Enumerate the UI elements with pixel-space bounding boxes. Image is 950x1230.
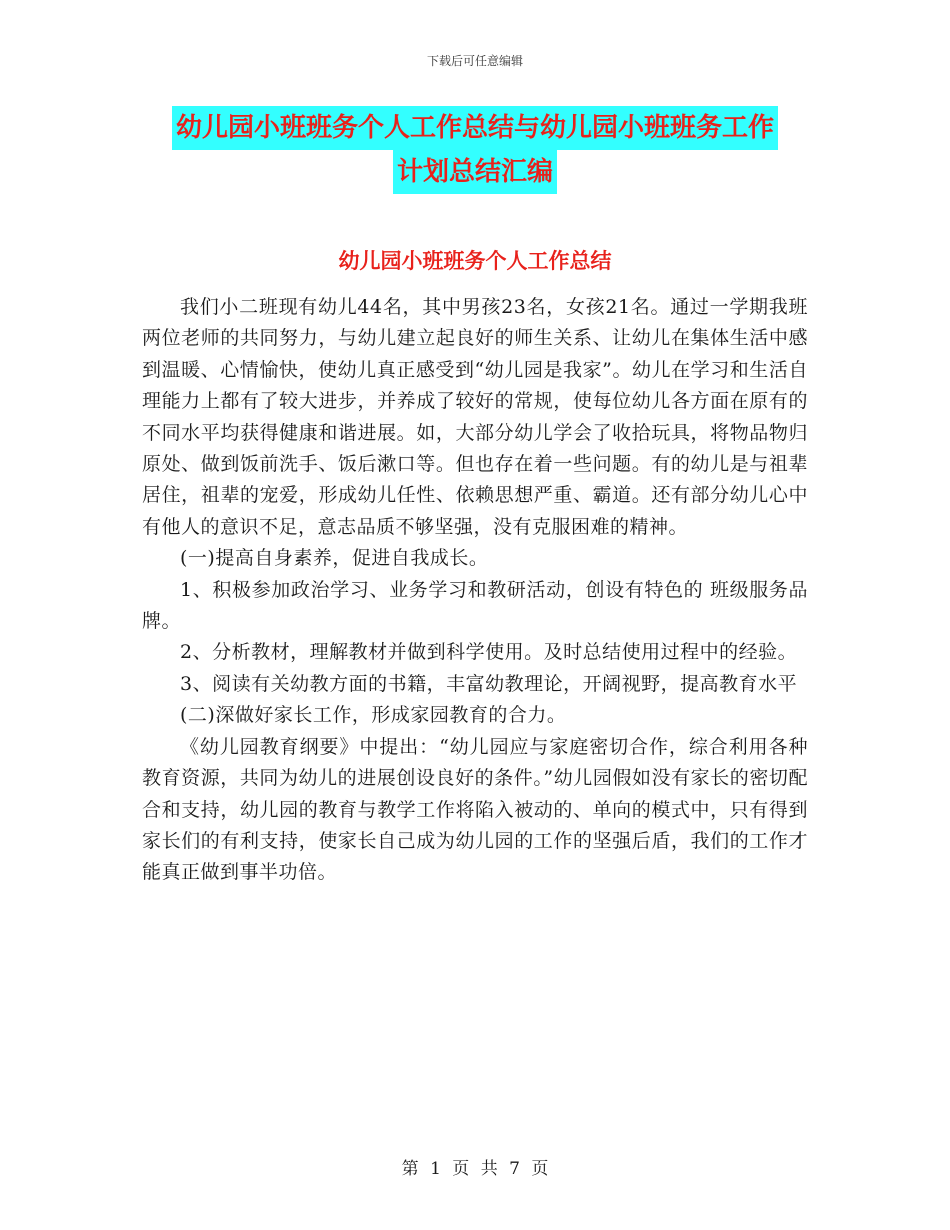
paragraph-item-2: 2、分析教材，理解教材并做到科学使用。及时总结使用过程中的经验。 (180, 641, 798, 664)
document-body (142, 292, 808, 889)
section-title: 幼儿园小班班务个人工作总结 (338, 249, 612, 273)
title-line-2: 计划总结汇编 (393, 150, 557, 194)
page-footer: 第 1 页 共 7 页 (401, 1159, 549, 1179)
paragraph-item-3: 3、阅读有关幼教方面的书籍，丰富幼教理论，开阔视野，提高教育水平 (180, 672, 798, 695)
paragraph-intro: 我们小二班现有幼儿44名，其中男孩23名，女孩21名。通过一学期我班两位老师的共同努力，与幼儿建立起良好的师生关系、让幼儿在集体生活中感到温暖、心情愉快，使幼儿真正感受到“幼儿园是我家”。幼儿在学习和生活自理能力上都有了较大进步，并养成了较好的常规，使每位幼儿各方面在原有的不同水平均获得健康和谐进展。如，大部分幼儿学会了收拾玩具，将物品物归原处、做到饭前洗手、饭后漱口等。但也存在着一些问题。有的幼儿是与祖辈居住，祖辈的宠爱，形成幼儿任性、依赖思想严重、霸道。还有部分幼儿心中有他人的意识不足，意志品质不够坚强，没有克服困难的精神。 (142, 296, 808, 538)
paragraph-item-1: 1、积极参加政治学习、业务学习和教研活动，创设有特色的 班级服务品牌。 (142, 578, 808, 633)
paragraph-heading-2: (二)深做好家长工作，形成家园教育的合力。 (180, 704, 567, 727)
title-line-1: 幼儿园小班班务个人工作总结与幼儿园小班班务工作 (172, 106, 778, 150)
paragraph-heading-1: (一)提高自身素养，促进自我成长。 (180, 547, 489, 570)
document-title (140, 106, 810, 194)
paragraph-quote: 《幼儿园教育纲要》中提出：“幼儿园应与家庭密切合作，综合利用各种教育资源，共同为幼儿的进展创设良好的条件。”幼儿园假如没有家长的密切配合和支持，幼儿园的教育与教学工作将陷入被动的、单向的模式中，只有得到家长们的有利支持，使家长自己成为幼儿园的工作的坚强后盾，我们的工作才能真正做到事半功倍。 (142, 735, 808, 884)
header-note: 下载后可任意编辑 (426, 54, 523, 68)
